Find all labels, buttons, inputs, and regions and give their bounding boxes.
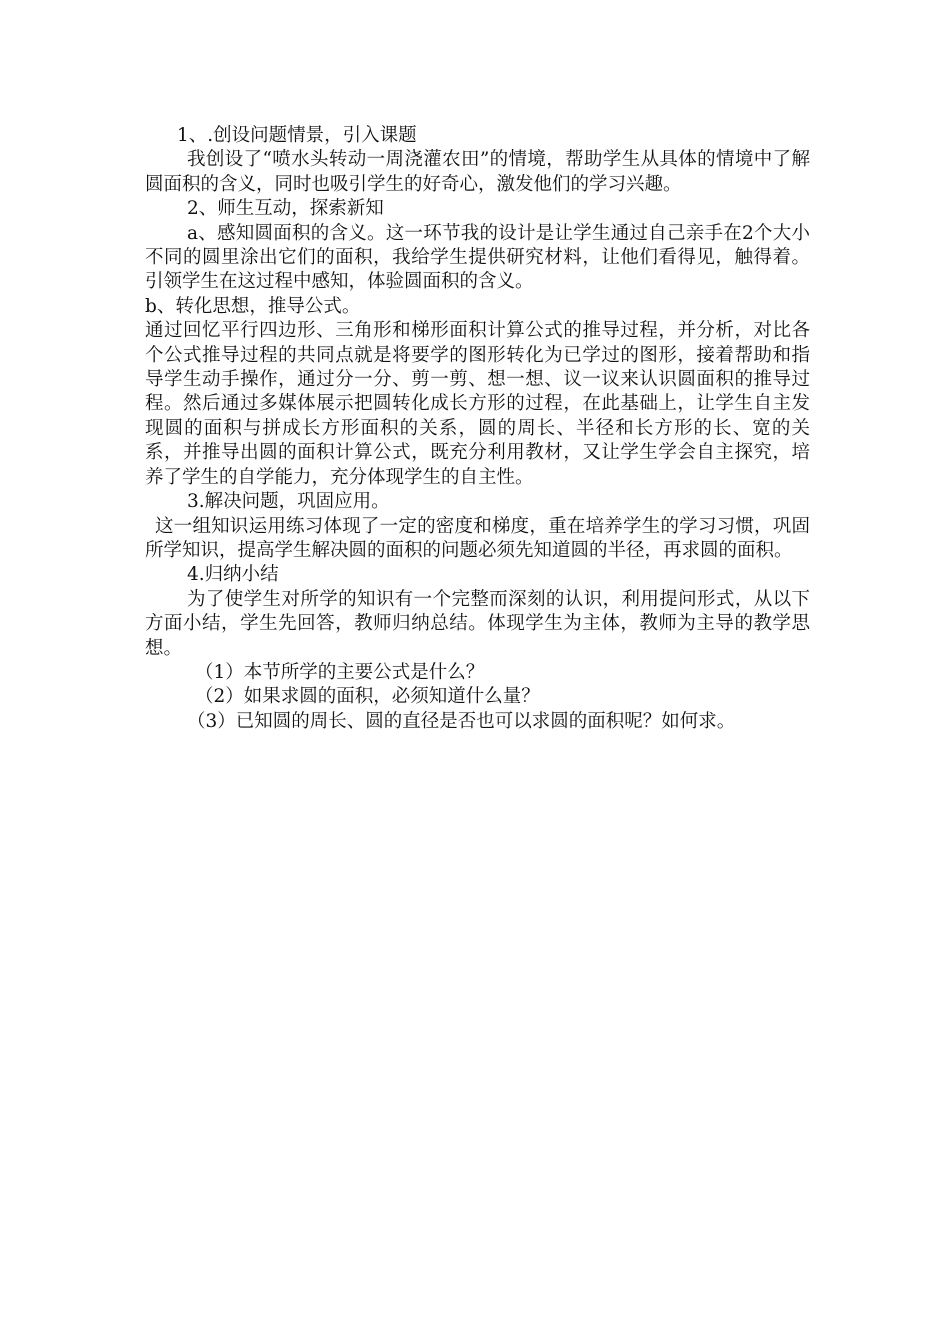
paragraph-area-meaning: a、感知圆面积的含义。这一环节我的设计是让学生通过自己亲手在2个大小不同的圆里涂出它们的面积，我给学生提供研究材料，让他们看得见，触得着。引领学生在这过程中感知，体验圆面积的含义。 bbox=[145, 222, 810, 293]
paragraph-practice: 这一组知识运用练习体现了一定的密度和梯度，重在培养学生的学习习惯，巩固所学知识，提高学生解决圆的面积的问题必须先知道圆的半径，再求圆的面积。 bbox=[145, 515, 810, 561]
section-heading-3: 3.解决问题，巩固应用。 bbox=[187, 491, 390, 513]
paragraph-summary: 为了使学生对所学的知识有一个完整而深刻的认识，利用提问形式，从以下方面小结，学生先回答，教师归纳总结。体现学生为主体，教师为主导的教学思想。 bbox=[145, 588, 810, 659]
question-1: （1）本节所学的主要公式是什么？ bbox=[195, 661, 485, 683]
paragraph-situation: 我创设了“喷水头转动一周浇灌农田”的情境，帮助学生从具体的情境中了解圆面积的含义，同时也吸引学生的好奇心，激发他们的学习兴趣。 bbox=[145, 149, 810, 195]
section-heading-1: 1、.创设问题情景，引入课题 bbox=[177, 125, 417, 146]
document-body bbox=[145, 124, 810, 734]
question-3: （3）已知圆的周长、圆的直径是否也可以求圆的面积呢？如何求。 bbox=[187, 710, 736, 732]
section-heading-4: 4.归纳小结 bbox=[187, 564, 279, 586]
subheading-transform: b、转化思想，推导公式。 bbox=[145, 295, 361, 317]
section-heading-2: 2、师生互动，探索新知 bbox=[187, 198, 384, 220]
question-2: （2）如果求圆的面积，必须知道什么量？ bbox=[195, 686, 540, 708]
paragraph-derivation: 通过回忆平行四边形、三角形和梯形面积计算公式的推导过程，并分析，对比各个公式推导过程的共同点就是将要学的图形转化为已学过的图形，接着帮助和指导学生动手操作，通过分一分、剪一剪、想一想、议一议来认识圆面积的推导过程。然后通过多媒体展示把圆转化成长方形的过程，在此基础上，让学生自主发现圆的面积与拼成长方形面积的关系，圆的周长、半径和长方形的长、宽的关系，并推导出圆的面积计算公式，既充分利用教材，又让学生学会自主探究，培养了学生的自学能力，充分体现学生的自主性。 bbox=[145, 320, 810, 488]
